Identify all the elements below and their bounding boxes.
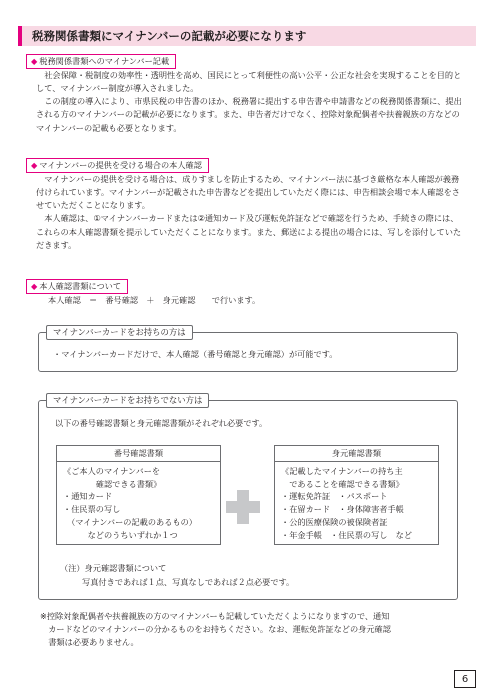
section-heading-identity-check xyxy=(26,158,209,173)
plus-icon xyxy=(226,490,260,524)
box-without-card-intro: 以下の番号確認書類と身元確認書類がそれぞれ必要です。 xyxy=(55,418,268,428)
box-with-card-label: マイナンバーカードをお持ちの方は xyxy=(46,325,193,340)
doc-line: ・通知カード xyxy=(63,491,113,502)
doc-line: であることを確認できる書類》 xyxy=(281,478,404,489)
identity-formula: 本人確認 ＝ 番号確認 ＋ 身元確認 で行います。 xyxy=(48,295,261,305)
diamond-icon: ◆ xyxy=(31,56,38,66)
footnote-line: ※控除対象配偶者や扶養親族の方のマイナンバーも記載していただくようになりますので、通知 xyxy=(40,611,390,621)
diamond-icon: ◆ xyxy=(31,281,38,291)
footnote-line: カードなどのマイナンバーの分かるものをお持ちください。なお、運転免許証などの身元確認 xyxy=(48,624,391,635)
number-check-docs-body xyxy=(57,462,220,544)
doc-line: ・公的医療保険の被保険者証 xyxy=(281,516,388,527)
footnote xyxy=(40,610,470,649)
doc-line: ・在留カード ・身体障害者手帳 xyxy=(281,504,404,515)
box-without-card-label: マイナンバーカードをお持ちでない方は xyxy=(46,393,209,408)
doc-line: （マイナンバーの記載のあるもの） xyxy=(63,516,197,527)
page-number: 6 xyxy=(454,670,476,688)
section-heading-text: 税務関係書類へのマイナンバー記載 xyxy=(39,56,170,66)
box-with-card-text: ・マイナンバーカードだけで、本人確認（番号確認と身元確認）が可能です。 xyxy=(53,349,338,359)
doc-line: ・運転免許証 ・パスポート xyxy=(281,491,388,502)
note-text: 写真付きであれば１点、写真なしであれば２点必要です。 xyxy=(82,577,295,587)
diamond-icon: ◆ xyxy=(31,160,38,170)
doc-line: 《ご本人のマイナンバーを xyxy=(63,466,161,476)
paragraph: マイナンバーの提供を受ける場合は、成りすましを防止するため、マイナンバー法に基づき厳格な本人確認が義務付けられています。マイナンバーが記載された申告書などを提出していただく際には、申告相談会場で本人確認をさせていただくことになります。 xyxy=(36,174,460,211)
identity-docs-card xyxy=(274,445,439,545)
paragraph: 本人確認は、①マイナンバーカードまたは②通知カード及び運転免許証などで確認を行うため、手続きの際には、これらの本人確認書類を提示していただくことになります。また、郵送による提出の場合には、写しを添付していただきます。 xyxy=(36,213,462,250)
number-check-docs-header: 番号確認書類 xyxy=(57,446,220,462)
note-heading: （注）身元確認書類について xyxy=(60,563,167,573)
number-check-docs-card xyxy=(56,445,221,545)
doc-line: 確認できる書類》 xyxy=(63,478,162,489)
doc-line: ・住民票の写し xyxy=(63,504,121,515)
section-body-identity-check xyxy=(36,173,466,252)
page-title-bar xyxy=(18,26,476,46)
doc-line: 《記載したマイナンバーの持ち主 xyxy=(281,466,403,476)
identity-docs-header: 身元確認書類 xyxy=(275,446,438,462)
section-heading-id-documents xyxy=(26,279,128,294)
doc-line: ・年金手帳 ・住民票の写し など xyxy=(281,529,413,540)
section-heading-text: 本人確認書類について xyxy=(39,281,122,291)
doc-line: などのうちいずれか１つ xyxy=(63,529,178,540)
section-heading-text: マイナンバーの提供を受ける場合の本人確認 xyxy=(39,160,202,170)
page-title: 税務関係書類にマイナンバーの記載が必要になります xyxy=(32,29,307,43)
paragraph: この制度の導入により、市県民税の申告書のほか、税務署に提出する申告書や申請書などの税務関係書類に、提出される方のマイナンバーの記載が必要になります。また、申告者だけでなく、控除対象配偶者や扶養親族の方などのマイナンバーの記載も必要となります。 xyxy=(36,96,462,133)
identity-docs-body xyxy=(275,462,438,544)
section-body-tax-docs xyxy=(36,69,466,135)
section-heading-tax-docs xyxy=(26,54,176,69)
paragraph: 社会保障・税制度の効率性・透明性を高め、国民にとって利便性の高い公平・公正な社会を実現することを目的として、マイナンバー制度が導入されました。 xyxy=(36,70,462,94)
footnote-line: 書類は必要ありません。 xyxy=(48,637,139,648)
